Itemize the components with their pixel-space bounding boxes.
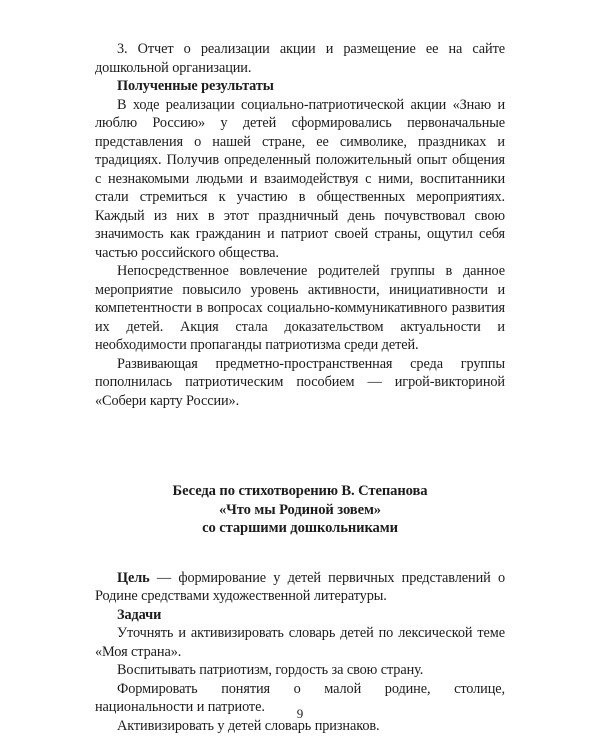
results-paragraph-2: Непосредственное вовлечение родителей группы в данное мероприятие повысило уровень активности, инициативности и компетентности в вопросах социально-коммуникативного развития их детей. Акция стала доказательством актуальности и необходимости пропаганды патриотизма среди детей. bbox=[95, 263, 505, 353]
page-content bbox=[95, 40, 505, 735]
goal-paragraph bbox=[95, 569, 505, 606]
section-title-line-2: «Что мы Родиной зовем» bbox=[218, 501, 381, 518]
task-item: Уточнять и активизировать словарь детей по лексической теме «Моя страна». bbox=[95, 625, 505, 660]
item-3-text: 3. Отчет о реализации акции и размещение ее на сайте дошкольной организации. bbox=[95, 41, 505, 76]
page-number: 9 bbox=[296, 706, 304, 721]
tasks-heading: Задачи bbox=[117, 606, 162, 623]
section-title-line-1: Беседа по стихотворению В. Степанова bbox=[172, 483, 428, 499]
task-item: Формировать понятия о малой родине, столице, национальности и патриоте. bbox=[95, 680, 505, 715]
task-item: Воспитывать патриотизм, гордость за свою страну. bbox=[117, 662, 424, 678]
goal-text: — формирование у детей первичных представлений о Родине средствами художественной литературы. bbox=[95, 569, 505, 604]
section-title-line-3: со старшими дошкольниками bbox=[202, 520, 398, 536]
goal-label: Цель bbox=[117, 569, 150, 586]
results-heading: Полученные результаты bbox=[117, 78, 274, 94]
results-paragraph-3: Развивающая предметно-пространственная среда группы пополнилась патриотическим пособием — игрой-викториной «Собери карту России». bbox=[95, 355, 505, 409]
results-paragraph-1: В ходе реализации социально-патриотической акции «Знаю и люблю Россию» у детей сформировались первоначальные представления о нашей стране, ее символике, праздниках и традициях. Получив определенный положительный опыт общения с незнакомыми людьми и взаимодействуя с ними, воспитанники стали стремиться к участию в общественных мероприятиях. Каждый из них в этот праздничный день почувствовал свою значимость как гражданин и патриот своей страны, ощутил себя частью российского общества. bbox=[95, 96, 505, 261]
section-title bbox=[95, 482, 505, 538]
task-item: Активизировать у детей словарь признаков. bbox=[117, 717, 380, 734]
